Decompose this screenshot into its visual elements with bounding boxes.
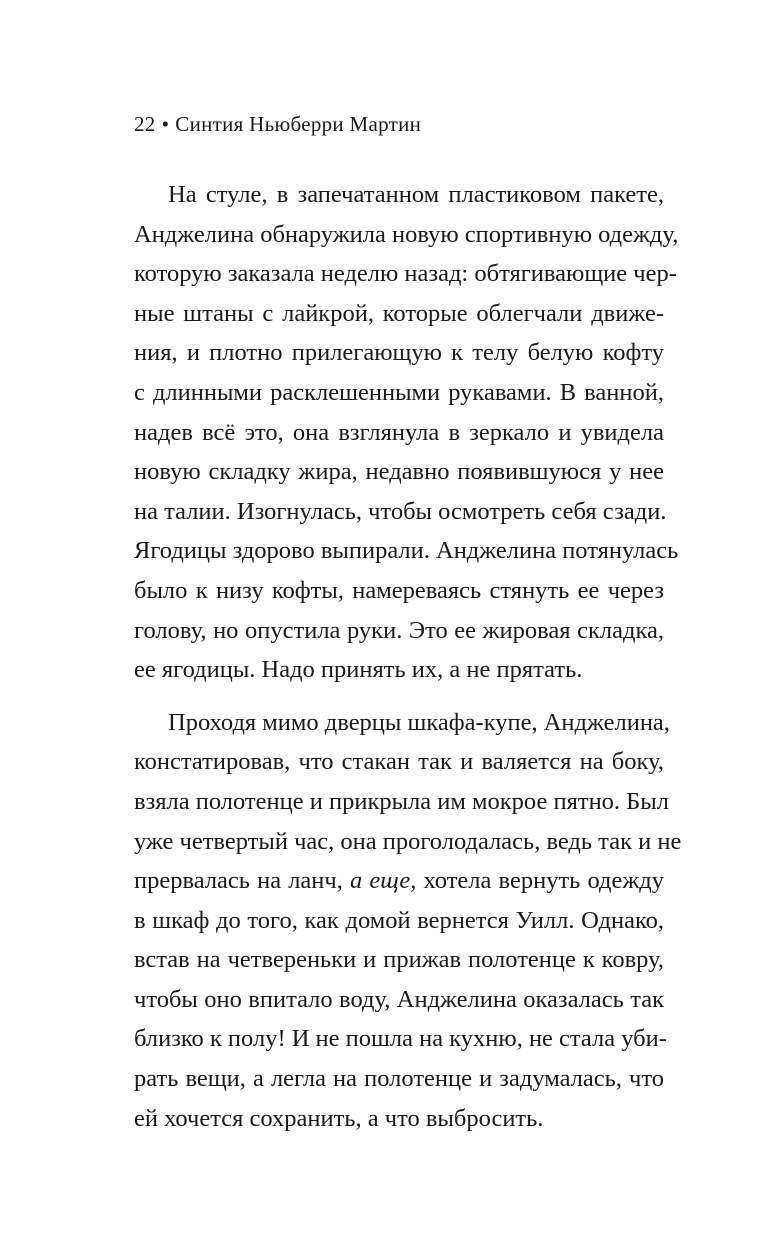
text-line: рать вещи, а легла на полотенце и задумалась, что bbox=[134, 1065, 664, 1093]
text-line: надев всё это, она взглянула в зеркало и увидела bbox=[134, 418, 664, 446]
text-line: Проходя мимо дверцы шкафа-купе, Анджелина, bbox=[168, 708, 670, 736]
text-line: голову, но опустила руки. Это ее жировая складка, bbox=[134, 616, 664, 644]
body-text bbox=[134, 175, 682, 1138]
text-line: которую заказала неделю назад: обтягивающие чер- bbox=[134, 260, 677, 288]
text-line: ей хочется сохранить, а что выбросить. bbox=[134, 1104, 544, 1132]
text-line: взяла полотенце и прикрыла им мокрое пятно. Был bbox=[134, 787, 669, 815]
text-line: ные штаны с лайкрой, которые облегчали движе- bbox=[134, 299, 664, 327]
page-number: 22 bbox=[134, 112, 156, 136]
text-line: Анджелина обнаружила новую спортивную одежду, bbox=[134, 220, 679, 248]
text-line: ния, и плотно прилегающую к телу белую кофту bbox=[134, 339, 664, 367]
running-head bbox=[134, 110, 421, 138]
text-line: чтобы оно впитало воду, Анджелина оказалась так bbox=[134, 985, 664, 1013]
text-line: На стуле, в запечатанном пластиковом пакете, bbox=[168, 181, 664, 208]
text-line: констатировав, что стакан так и валяется на боку, bbox=[134, 748, 664, 776]
text-segment: хотела вернуть одежду bbox=[416, 867, 664, 895]
text-segment: прервалась на ланч, bbox=[134, 867, 350, 895]
text-line: было к низу кофты, намереваясь стянуть ее через bbox=[134, 576, 664, 604]
bullet-separator: • bbox=[161, 112, 170, 136]
text-line: ее ягодицы. Надо принять их, а не прятать. bbox=[134, 656, 583, 684]
text-line: новую складку жира, недавно появившуюся у нее bbox=[134, 458, 664, 486]
paragraph-2 bbox=[134, 703, 682, 1139]
author-name: Синтия Ньюберри Мартин bbox=[175, 112, 422, 136]
text-line: в шкаф до того, как домой вернется Уилл. Однако, bbox=[134, 906, 664, 934]
text-line: близко к полу! И не пошла на кухню, не стала уби- bbox=[134, 1025, 667, 1053]
text-line: на талии. Изогнулась, чтобы осмотреть себя сзади. bbox=[134, 497, 667, 525]
paragraph-1 bbox=[134, 175, 679, 690]
text-line: уже четвертый час, она проголодалась, ведь так и не bbox=[134, 827, 682, 855]
text-line: Ягодицы здорово выпирали. Анджелина потянулась bbox=[134, 537, 679, 565]
text-line-with-italic bbox=[134, 861, 664, 901]
text-line: встав на четвереньки и прижав полотенце к ковру, bbox=[134, 946, 664, 974]
text-line: с длинными расклешенными рукавами. В ванной, bbox=[134, 378, 664, 406]
italic-phrase: а еще, bbox=[350, 867, 417, 895]
